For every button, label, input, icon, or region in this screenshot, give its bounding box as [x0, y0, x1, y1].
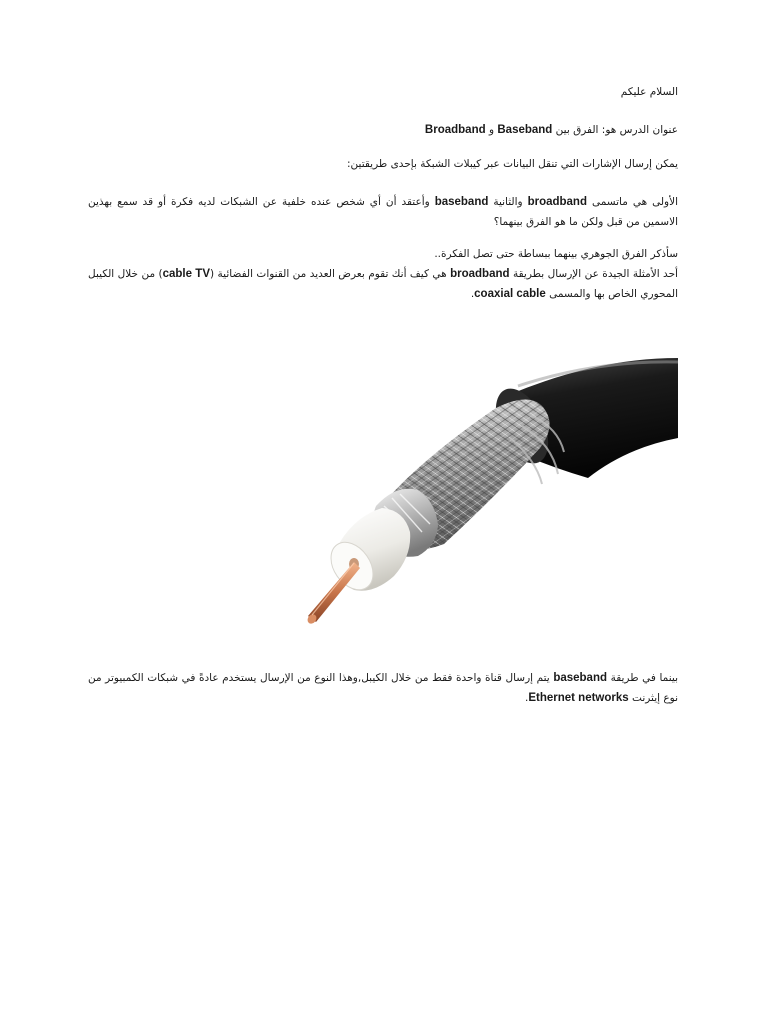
- lesson-title-text: عنوان الدرس هو: الفرق بين: [552, 124, 678, 136]
- explanation-intro-paragraph: [88, 244, 678, 264]
- definitions-paragraph: [88, 192, 678, 232]
- definitions-text-2: والثانية: [488, 196, 528, 208]
- definitions-text-3: وأعتقد أن أي شخص عنده خلفية عن الشبكات لديه فكرة أو قد سمع بهذين الاسمين من قبل ولكن ما هو الفرق بينهما؟: [88, 196, 678, 228]
- broadband-example-text-1: أحد الأمثلة الجيدة عن الإرسال بطريقة: [509, 268, 678, 280]
- term-baseband-3: baseband: [553, 672, 607, 684]
- definitions-text-1: الأولى هي ماتسمى: [586, 196, 679, 208]
- greeting-text: السلام عليكم: [620, 86, 678, 98]
- cable-copper-conductor: [306, 562, 360, 625]
- term-baseband-2: baseband: [434, 196, 489, 208]
- term-ethernet-networks: Ethernet networks: [528, 692, 629, 704]
- broadband-example-text-2: هي كيف أنك تقوم بعرض العديد من القنوات الفضائية (: [210, 268, 451, 280]
- broadband-example-paragraph: [88, 264, 678, 304]
- term-coaxial-cable: coaxial cable: [474, 288, 546, 300]
- greeting-paragraph: [88, 82, 678, 102]
- intro-text: يمكن إرسال الإشارات التي تنقل البيانات عبر كيبلات الشبكة بإحدى طريقتين:: [347, 158, 678, 170]
- lesson-title-paragraph: [88, 120, 678, 140]
- term-broadband-2: broadband: [527, 196, 587, 208]
- baseband-text-1: بينما في طريقة: [607, 672, 679, 684]
- lesson-title-conjunction: و: [485, 124, 498, 136]
- baseband-paragraph: [88, 668, 678, 708]
- coaxial-cable-illustration: [296, 356, 678, 632]
- term-broadband-3: broadband: [450, 268, 510, 280]
- term-cable-tv: cable TV: [162, 268, 211, 280]
- baseband-period: .: [525, 692, 529, 704]
- intro-paragraph: [88, 154, 678, 174]
- broadband-example-text-3: ) من خلال الكيبل المحوري الخاص بها والمسمى: [88, 268, 678, 300]
- broadband-example-period: .: [470, 288, 475, 300]
- term-baseband: Baseband: [497, 124, 553, 136]
- term-broadband: Broadband: [424, 124, 486, 136]
- explanation-intro-text: سأذكر الفرق الجوهري بينهما ببساطة حتى تصل الفكرة..: [434, 248, 678, 260]
- coaxial-cable-image: [296, 356, 678, 632]
- baseband-text-2: يتم إرسال قناة واحدة فقط من خلال الكيبل,وهذا النوع من الإرسال يستخدم عادةً في شبكات الكمبيوتر من نوع إيثرنت: [88, 672, 678, 704]
